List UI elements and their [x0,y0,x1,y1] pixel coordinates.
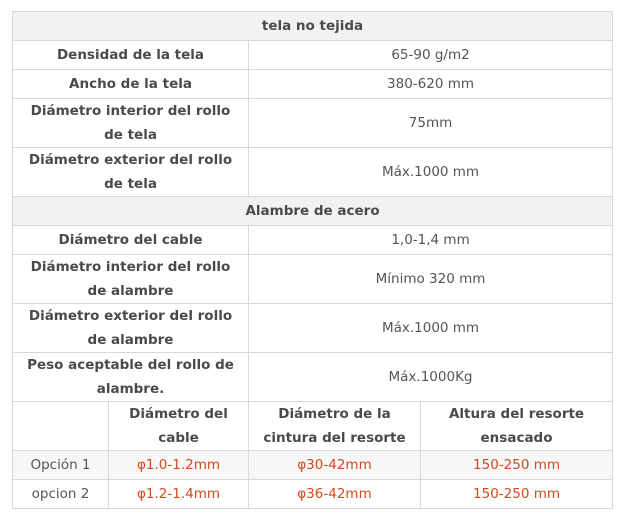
section-heading: Alambre de acero [13,197,613,226]
row-label: Diámetro exterior del rollo de tela [13,148,249,197]
row-label: Peso aceptable del rollo de alambre. [13,353,249,402]
option-value: φ1.0-1.2mm [109,451,249,480]
table-row [13,304,613,353]
row-label: Diámetro exterior del rollo de alambre [13,304,249,353]
spec-table [12,11,613,509]
section-heading: tela no tejida [13,12,613,41]
option-name: Opción 1 [13,451,109,480]
option-value: φ36-42mm [249,480,421,509]
row-value: 380-620 mm [249,70,613,99]
row-value: 1,0-1,4 mm [249,226,613,255]
option-value: 150-250 mm [421,480,613,509]
option-value: 150-250 mm [421,451,613,480]
option-row-2 [13,480,613,509]
table-row [13,148,613,197]
row-value: 65-90 g/m2 [249,41,613,70]
table-row [13,226,613,255]
row-value: Mínimo 320 mm [249,255,613,304]
section-row-wire [13,197,613,226]
row-label: Diámetro interior del rollo de tela [13,99,249,148]
option-value: φ1.2-1.4mm [109,480,249,509]
spec-table-container [12,11,612,509]
options-header-row [13,402,613,451]
options-corner-cell [13,402,109,451]
option-name: opcion 2 [13,480,109,509]
table-row [13,41,613,70]
row-label: Diámetro del cable [13,226,249,255]
options-header-cell: Diámetro de la cintura del resorte [249,402,421,451]
row-value: Máx.1000Kg [249,353,613,402]
table-row [13,99,613,148]
options-header-cell: Altura del resorte ensacado [421,402,613,451]
row-label: Ancho de la tela [13,70,249,99]
row-value: 75mm [249,99,613,148]
row-label: Diámetro interior del rollo de alambre [13,255,249,304]
row-label: Densidad de la tela [13,41,249,70]
option-row-1 [13,451,613,480]
option-value: φ30-42mm [249,451,421,480]
table-row [13,353,613,402]
table-row [13,70,613,99]
row-value: Máx.1000 mm [249,304,613,353]
section-row-fabric [13,12,613,41]
table-row [13,255,613,304]
options-header-cell: Diámetro del cable [109,402,249,451]
row-value: Máx.1000 mm [249,148,613,197]
